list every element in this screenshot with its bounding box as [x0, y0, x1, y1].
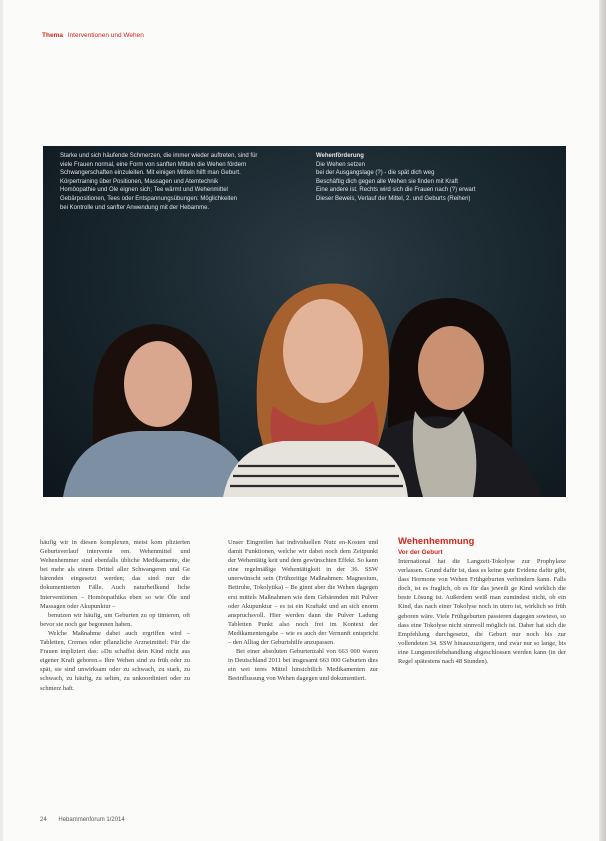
photo-caption-right [316, 152, 566, 204]
topic-label: Interventionen und Wehen [67, 32, 144, 39]
left-person-shoulders [63, 431, 253, 497]
caption-right-line: bei der Ausgangslage (?) - die spät dich weg [316, 170, 435, 177]
body-column-1 [40, 538, 190, 693]
page-edge-right [599, 0, 606, 841]
caption-left-line: viele Frauen normal, eine Form von sanften Mitteln die Wehen fördern [60, 161, 247, 168]
center-person-face [283, 299, 363, 403]
page-edge-left [0, 0, 3, 841]
section-label: Thema [42, 32, 63, 39]
body-column-2 [228, 538, 378, 684]
caption-left-line: bei Kontrolle und sanfter Anwendung mit der Hebamme. [60, 204, 210, 211]
caption-left-line: Schwangerschaften einzuleiten. Mit einigen Mitteln hilft man Geburt. [60, 170, 241, 177]
body-paragraph: benutzen wir häufig, um Geburten zu op timieren, oft bevor sie noch gar begonnen haben. [40, 611, 190, 628]
caption-left-line: Starke und sich häufende Schmerzen, die immer wieder auftreten, sind für [60, 153, 258, 159]
journal-name: Hebammenforum 1/2014 [58, 817, 125, 823]
caption-left-line: Gebärpositionen, Tees oder Entspannungsübungen: Möglichkeiten [60, 195, 238, 202]
caption-right-title: Wehenförderung [316, 153, 364, 159]
page-footer [40, 817, 125, 823]
page-number: 24 [40, 817, 47, 823]
right-person-face [418, 326, 484, 410]
caption-right-line: Dieser Beweis, Verlauf der Mittel, 2. und Geburts (Reihen) [316, 195, 471, 202]
body-paragraph: Welche Maßnahme dabei auch ergriffen wird – Tabletten, Cremes oder pflanzliche Arzneimittel: Für die Frauen impliziert das: »Du schaffst dein Kind nicht aus eigener Kraft geboren.« Ihre Wehen sind zu früh oder zu spät, sie sind unwirksam oder zu schwach, zu stark, zu schwach, zu häufig, zu selten, zu unkoordiniert oder zu schmerz haft. [40, 629, 190, 692]
center-person-shirt [223, 441, 408, 497]
caption-left-line: Homöopathie und Öle eignen sich; Tee wärmt und Wehenmittel [60, 187, 228, 194]
running-head [42, 32, 144, 39]
caption-right-line: Die Wehen setzen [316, 161, 365, 168]
caption-right-line: Eine andere ist. Rechts wird sich die Frauen nach (?) erwart [316, 187, 476, 194]
caption-right-line: Beschäftig dich gegen alle Wehen sie finden mit Kraft [316, 178, 458, 185]
body-paragraph: Unser Eingreifen hat individuellen Nutz en-Kosten und damit Funktionen, welche wir dabei noch dem Zeitpunkt der Wehentätig keit und dem gewünschten Effekt. So kann eine regelmäßige Wehentätigkeit in der 36. SSW unerwünscht sein (Frühzeitige Maßnahmen: Magnesium, Bettruhe, Tokolytika) – Be ginnt aber die Wehen dagegen erst mittels Maßnahmen wie dem Gebärenden mit Pulver oder Akupunktur – es ist ein Kraftakt und an sich enorm anspruchsvoll. Hier werden dann die Pulver Ladung Tabletten Punkt also noch frei im Kontext der Medikamentengabe – wie es auch der Vernunft entspricht – den Alltag der Geburtshilfe anzupassen. [228, 539, 378, 647]
group-photo [43, 146, 566, 497]
body-paragraph: International hat die Langzeit-Tokolyse zur Prophylaxe verlassen. Grund dafür ist, dass es keine gute Evidenz dafür gibt, dass Hormone von Wehen Frühgeburten verhindern kann. Falls doch, ist es fraglich, ob es für das jeweili ge Kind wirklich die beste Lösung ist. Außerdem weiß man zumindest nicht, ob ein Kind, das nach einer Tokolyse noch in utero ist, wirklich so früh geboren wäre. Viele Frühgeburten passieren dagegen sowieso, so dass eine Tokolyse nicht sinnvoll möglich ist. Daher hat sich die Empfehlung durchgesetzt, die Geburt nur noch bis zur vollendeten 34. SSW hinauszuzögern, und zwar nur so lange, bis eine Lungenreifebehandlung abgeschlossen werden kann (in der Regel spätestens nach 48 Stunden). [398, 558, 566, 666]
body-paragraph: häufig wir in diesen komplexen, meist kom plizierten Geburtsverlauf intervenie ren. Wehenmittel und Wehenhemmer sind ebenfalls übliche Medikamente, die bei mehr als einem Drittel aller Schwangeren und Ge bärenden eingesetzt werden; das sind nur die dokumentierten Fälle. Auch naturheilkund liche Interventionen – Homöopathika eben so wie Öle und Massagen oder Akupunktur – [40, 539, 190, 610]
section-subheading: Vor der Geburt [398, 549, 443, 556]
caption-left-line: Körpertraining über Positionen, Massagen und Atemtechnik [60, 178, 219, 185]
body-paragraph: Bei einer absoluten Geburtenzahl von 663 000 waren in Deutschland 2011 bei insgesamt 663 000 Geburten dies ein wei teres Mittel hinsichtlich Medikamenten zur Beeinflussung von Wehen dagegen und dokumentiert. [228, 648, 378, 683]
left-person-face [124, 341, 192, 427]
body-column-3 [398, 538, 566, 666]
section-heading: Wehenhemmung [398, 536, 475, 547]
photo-caption-left [60, 152, 315, 212]
